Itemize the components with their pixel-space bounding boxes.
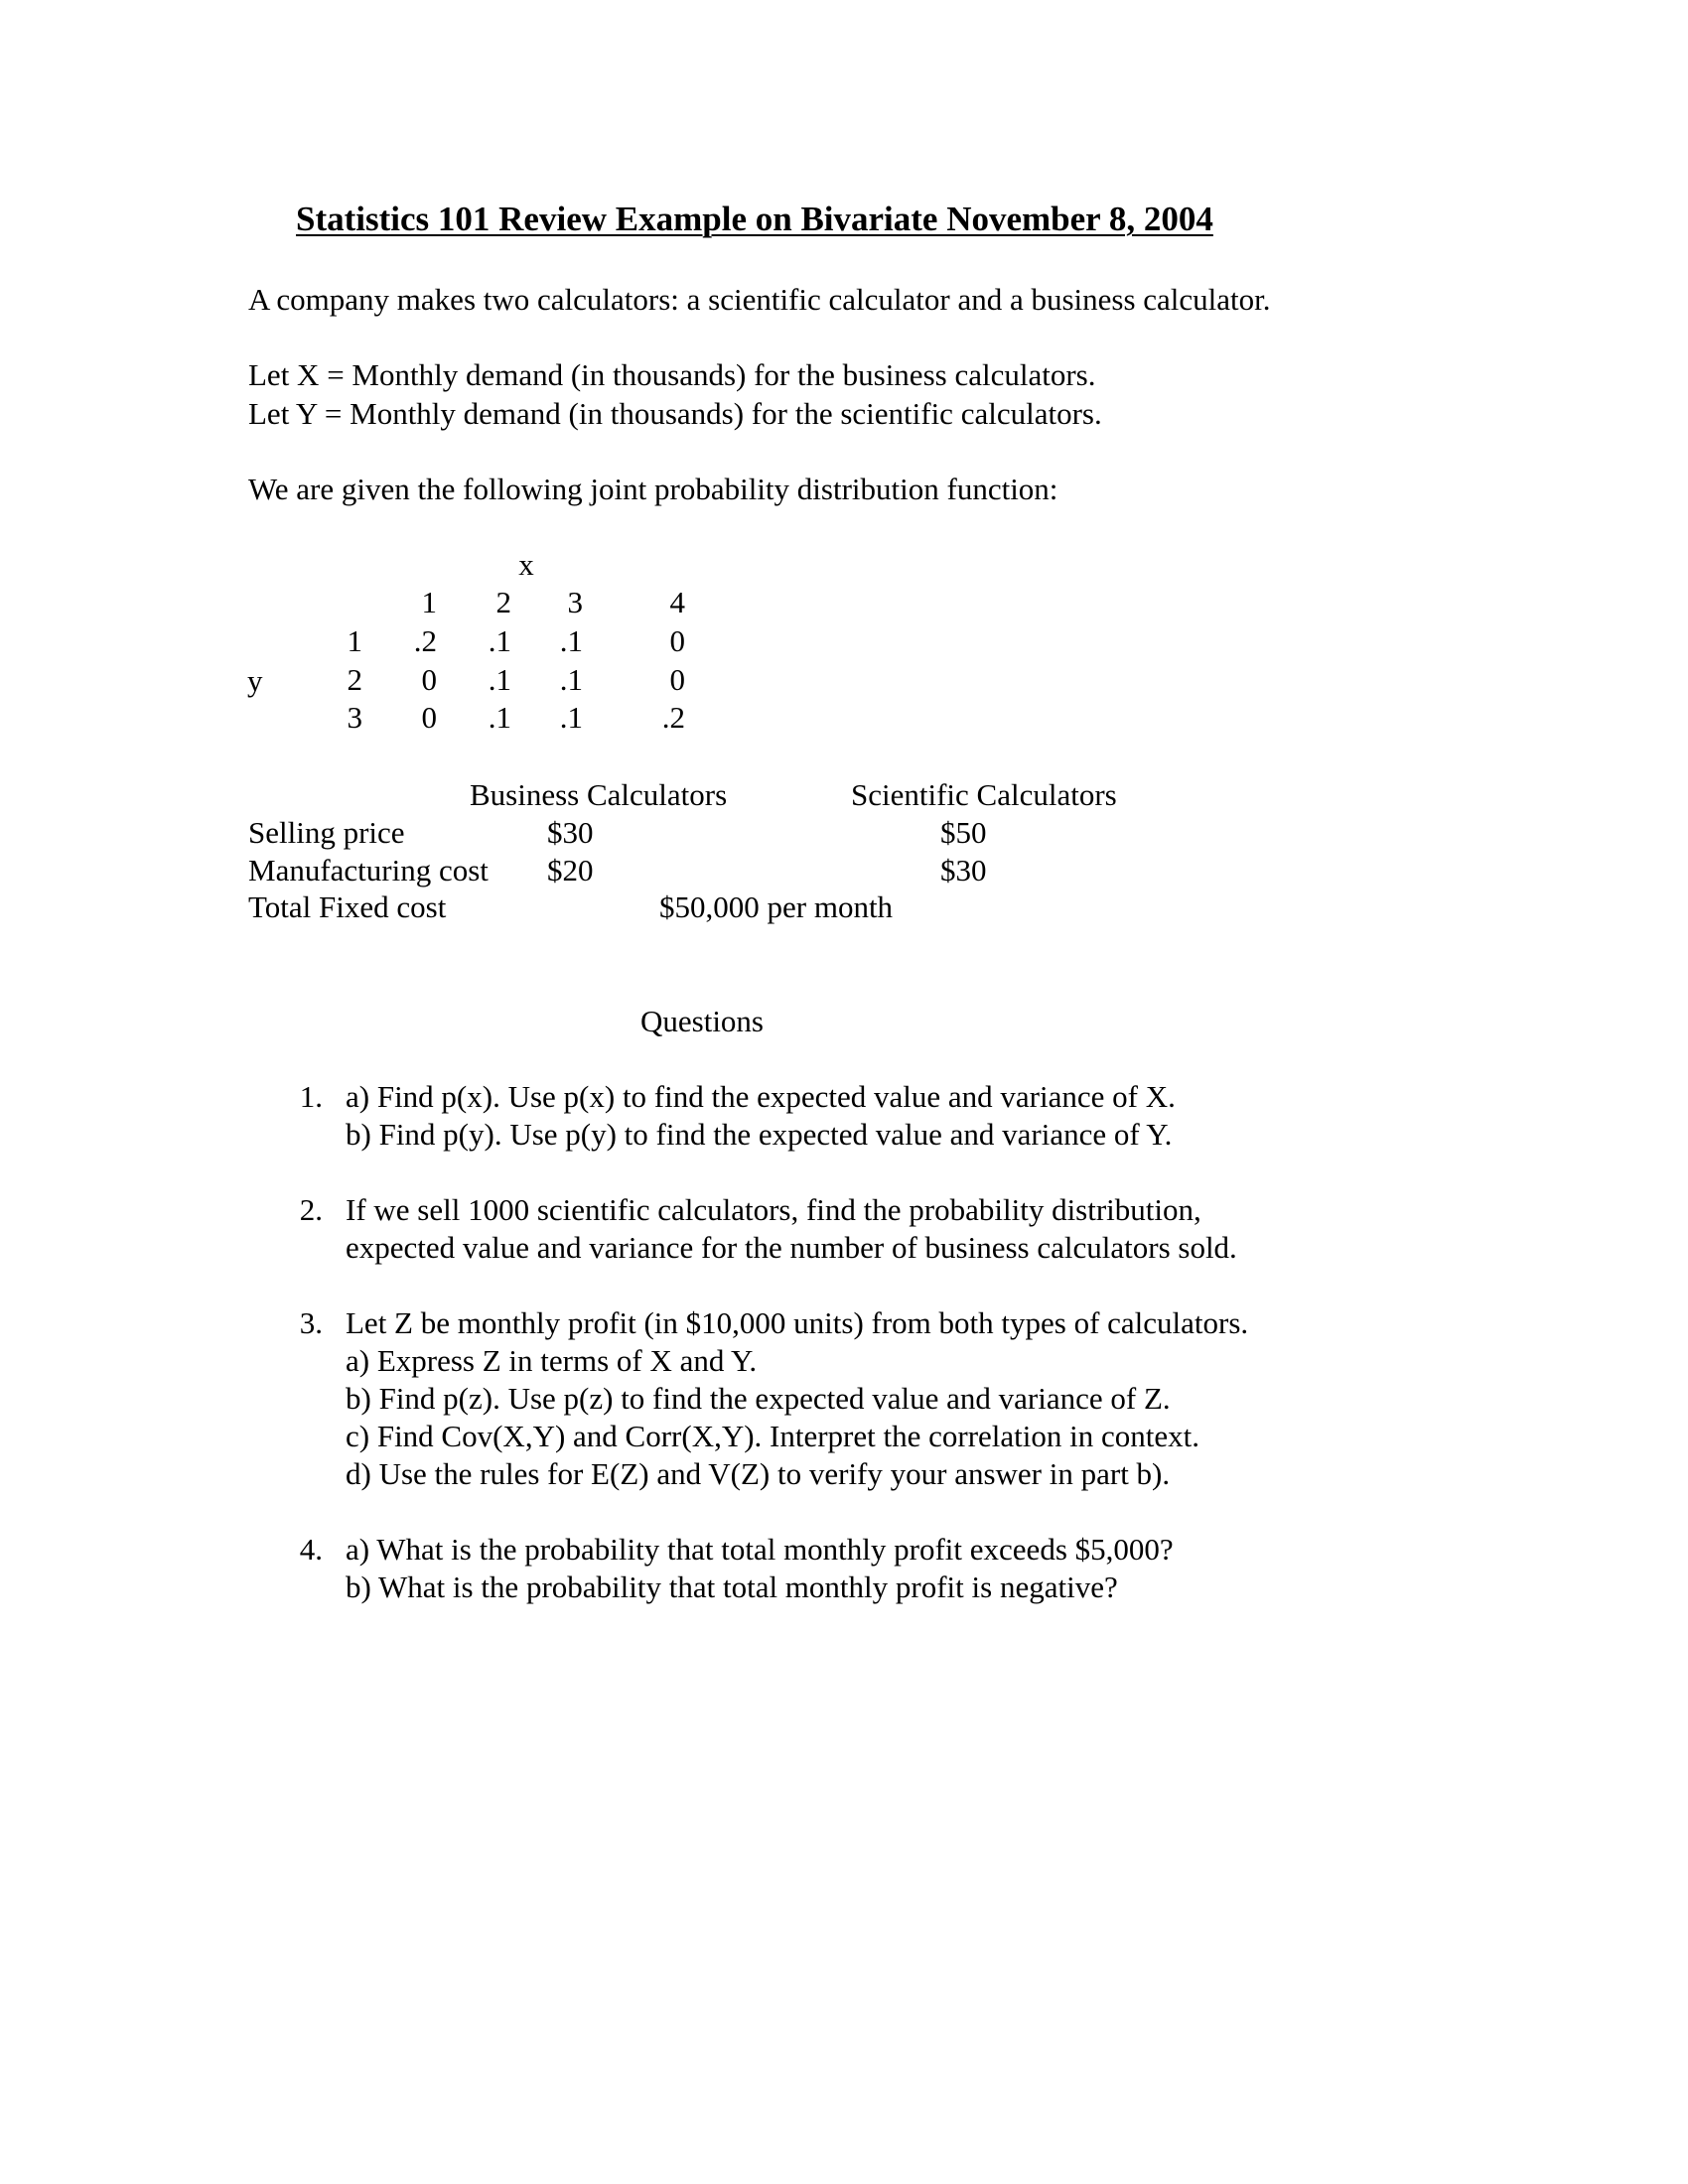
question-line: a) Express Z in terms of X and Y. [346,1343,758,1378]
row-label: Selling price [248,815,405,850]
x-header: 4 [669,585,685,619]
question-line: d) Use the rules for E(Z) and V(Z) to verify your answer in part b). [346,1456,1171,1491]
table-cell: .1 [488,623,511,658]
col-business-header: Business Calculators [470,777,728,812]
scientific-value: $50 [940,815,987,850]
given-text: We are given the following joint probability distribution function: [248,472,1058,506]
questions-heading: Questions [640,1004,764,1038]
y-axis-label: y [247,663,263,698]
question-line: a) What is the probability that total monthly profit exceeds $5,000? [346,1532,1174,1567]
col-scientific-header: Scientific Calculators [851,777,1117,812]
question-number: 3. [299,1305,323,1340]
x-header: 1 [421,585,437,619]
question-line: b) Find p(z). Use p(z) to find the expected value and variance of Z. [346,1381,1171,1416]
page-title: Statistics 101 Review Example on Bivariate November 8, 2004 [296,200,1213,238]
question-number: 1. [299,1079,323,1114]
question-line: c) Find Cov(X,Y) and Corr(X,Y). Interpret the correlation in context. [346,1419,1199,1453]
question-number: 2. [299,1192,323,1227]
table-cell: 0 [421,662,437,697]
question-line: b) What is the probability that total monthly profit is negative? [346,1570,1118,1604]
row-label: Manufacturing cost [248,853,489,887]
y-header: 1 [347,623,362,658]
table-cell: .1 [559,662,583,697]
question-number: 4. [299,1532,323,1567]
y-header: 2 [347,662,362,697]
question-line: expected value and variance for the number of business calculators sold. [346,1230,1237,1265]
question-line: a) Find p(x). Use p(x) to find the expected value and variance of X. [346,1079,1176,1114]
table-cell: 0 [421,700,437,735]
y-header: 3 [347,700,362,735]
table-cell: .1 [488,662,511,697]
definition-y: Let Y = Monthly demand (in thousands) for the scientific calculators. [248,396,1102,431]
fixed-cost-value: $50,000 per month [659,889,894,924]
business-value: $30 [547,815,594,850]
table-cell: 0 [669,662,685,697]
table-cell: .2 [661,700,685,735]
business-value: $20 [547,853,594,887]
table-cell: .2 [413,623,437,658]
question-line: Let Z be monthly profit (in $10,000 units) from both types of calculators. [346,1305,1249,1340]
table-cell: 0 [669,623,685,658]
question-line: b) Find p(y). Use p(y) to find the expected value and variance of Y. [346,1117,1173,1152]
x-header: 3 [567,585,583,619]
question-line: If we sell 1000 scientific calculators, find the probability distribution, [346,1192,1201,1227]
table-cell: .1 [559,700,583,735]
scientific-value: $30 [940,853,987,887]
fixed-cost-label: Total Fixed cost [248,889,447,924]
definition-x: Let X = Monthly demand (in thousands) for the business calculators. [248,357,1096,392]
intro-text: A company makes two calculators: a scientific calculator and a business calculator. [248,282,1271,317]
x-header: 2 [495,585,511,619]
table-cell: .1 [488,700,511,735]
x-axis-label: x [518,547,534,582]
table-cell: .1 [559,623,583,658]
